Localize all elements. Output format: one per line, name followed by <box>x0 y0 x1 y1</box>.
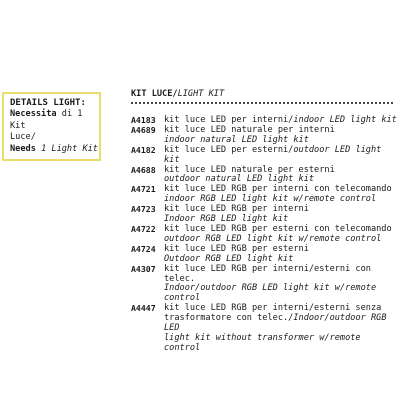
dotted-divider <box>131 102 393 104</box>
item-code: A4182 <box>131 144 156 155</box>
details-it-text: di 1 Kit <box>10 109 83 131</box>
item-en: indoor natural LED light kit <box>164 134 309 145</box>
list-item <box>131 265 399 305</box>
kit-list <box>131 116 399 354</box>
item-code: A4688 <box>131 164 156 175</box>
item-it: kit luce LED RGB per interni con telecomando <box>164 184 392 195</box>
item-it: kit luce LED RGB per esterni <box>164 243 309 254</box>
item-en: Indoor/outdoor RGB LED light kit w/remote control <box>164 283 377 304</box>
item-it: kit luce LED RGB per interni <box>164 204 309 215</box>
item-code: A4183 <box>131 115 156 125</box>
item-en: Outdoor RGB LED light kit <box>164 253 294 264</box>
details-en-text: 1 Light Kit <box>41 143 98 154</box>
list-item <box>131 245 399 265</box>
item-it: kit luce LED naturale per esterni <box>164 164 335 175</box>
list-item <box>131 185 399 205</box>
item-code: A4307 <box>131 263 156 274</box>
item-it: kit luce LED per interni/ <box>164 115 294 125</box>
kit-header-it: KIT LUCE/ <box>131 89 178 99</box>
item-it-2: trasformatore con telec./ <box>164 313 294 324</box>
item-it: kit luce LED naturale per interni <box>164 124 335 135</box>
kit-header-en: LIGHT KIT <box>177 89 225 99</box>
item-it: kit luce LED RGB per interni/esterni senza <box>164 303 382 314</box>
list-item <box>131 225 399 245</box>
details-it-line <box>10 109 99 132</box>
kit-header <box>131 89 394 100</box>
details-it-label: Necessita <box>10 109 57 120</box>
item-en-2: light kit without transformer w/remote control <box>164 332 361 353</box>
item-en: Indoor/outdoor RGB LED <box>164 313 387 334</box>
details-light-box <box>2 92 101 161</box>
list-item <box>131 205 399 225</box>
item-en: Indoor RGB LED light kit <box>164 214 289 225</box>
item-it: kit luce LED RGB per interni/esterni con telec. <box>164 263 371 284</box>
details-en-label: Needs <box>10 143 36 154</box>
item-code: A4723 <box>131 204 156 215</box>
item-en: indoor LED light kit <box>293 115 397 125</box>
item-it: kit luce LED per esterni/ <box>164 144 294 155</box>
details-it-line-2: Luce/ <box>10 132 36 143</box>
item-code: A4447 <box>131 303 156 314</box>
item-code: A4721 <box>131 184 156 195</box>
details-en-line <box>10 144 99 155</box>
item-code: A4724 <box>131 243 156 254</box>
list-item <box>131 126 399 146</box>
item-en: outdoor natural LED light kit <box>164 174 315 185</box>
item-en: outdoor LED light kit <box>164 144 382 165</box>
item-en: outdoor RGB LED light kit w/remote control <box>164 233 382 244</box>
item-en: indoor RGB LED light kit w/remote control <box>164 194 377 205</box>
item-code: A4689 <box>131 124 156 135</box>
item-code: A4722 <box>131 223 156 234</box>
item-it: kit luce LED RGB per esterni con telecomando <box>164 223 392 234</box>
details-title: DETAILS LIGHT: <box>10 98 86 108</box>
list-item <box>131 166 399 186</box>
list-item <box>131 304 399 354</box>
list-item <box>131 146 399 166</box>
